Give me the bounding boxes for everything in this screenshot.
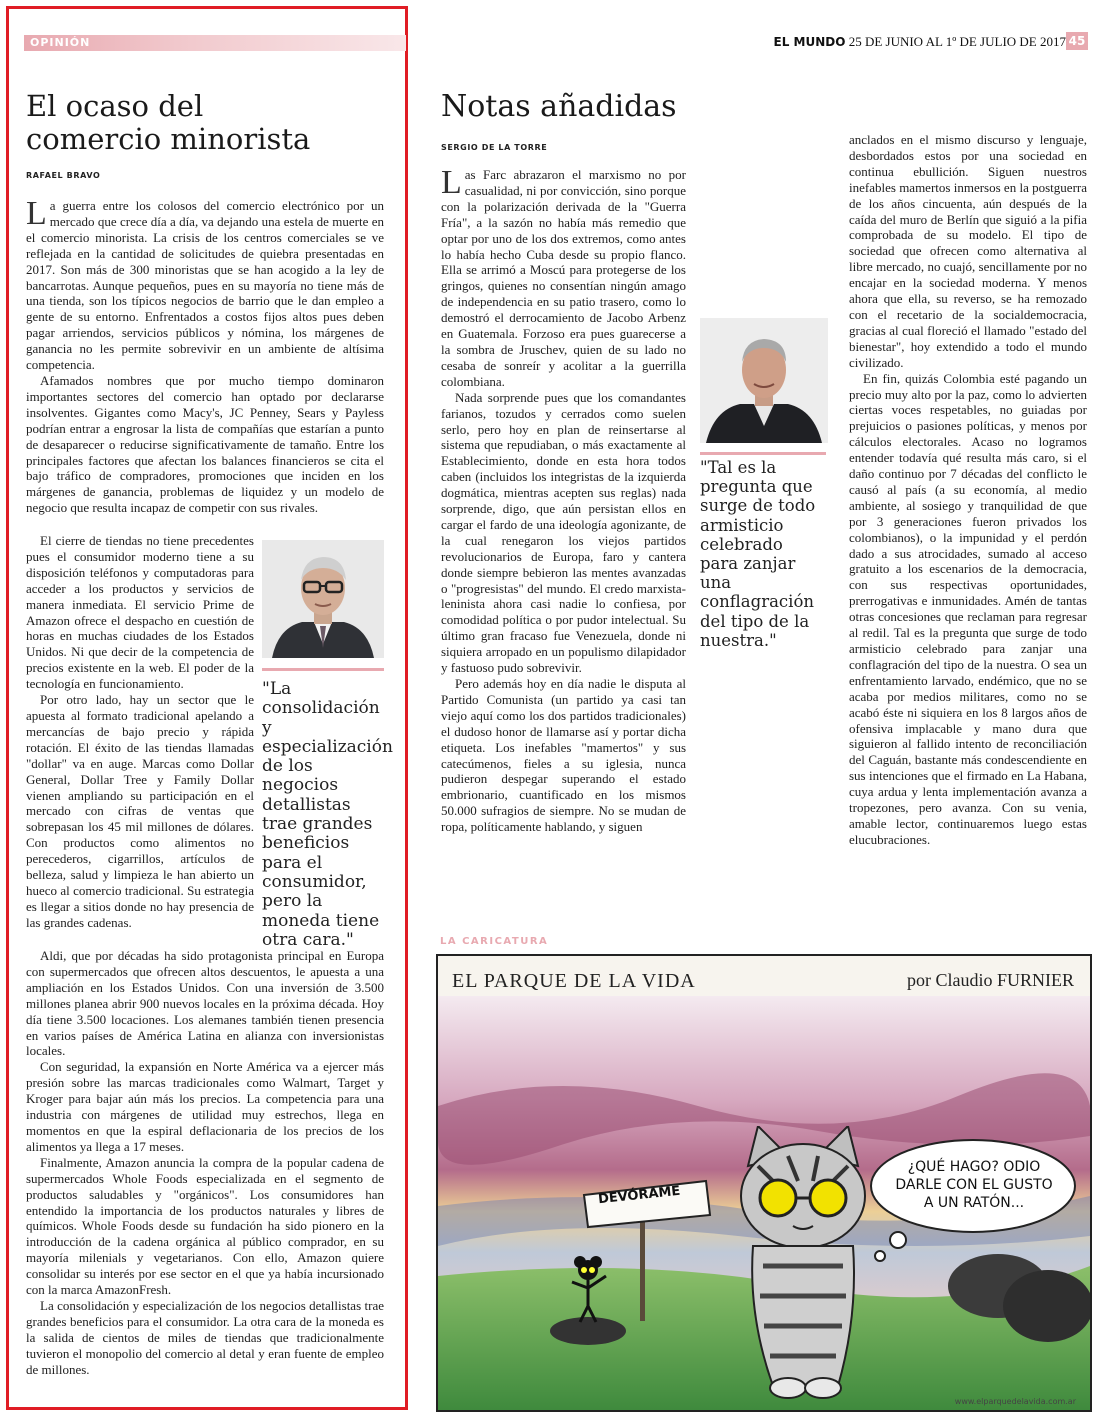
article1-paragraph: Por otro lado, hay un sector que le apuesta al formato tradicional apelando a mercancías de bajo precio y rápida rotación. El éxito de las tiendas llamadas "dollar" va en auge. Marcas como Dollar General, Dollar Tree y Family Dollar vienen ampliando su participación en el mercado con cifras de ventas que sobrepasan los 45 mil millones de dólares. Con productos como alimentos no perecederos, cigarrillos, artículos de belleza, salud y limpieza le han abierto un hueco al comercio tradicional. Su estrategia es llegar a sitios donde no hay presencia de las grandes cadenas.: [26, 692, 254, 930]
quote-rule: [700, 452, 826, 455]
article1-byline: RAFAEL BRAVO: [26, 171, 101, 180]
article1-paragraph: El cierre de tiendas no tiene precedentes pues el consumidor moderno tiene a su disposición teléfonos y computadoras para acceder a los productos y servicios de manera inmediata. El servicio Prime de Amazon ofrece el despacho en cuestión de horas en muchas ciudades de los Estados Unidos. Ni que decir de la competencia de precios existente en la web. El poder de la tecnología en funcionamiento.: [26, 533, 254, 692]
bubble-line1: ¿QUÉ HAGO? ODIO: [907, 1159, 1041, 1175]
issue-date: 25 DE JUNIO AL 1º DE JULIO DE 2017: [848, 34, 1066, 49]
article1-title-line1: El ocaso del: [26, 89, 204, 123]
quote-rule: [262, 668, 384, 671]
article1-paragraph: La guerra entre los colosos del comercio electrónico por un mercado que crece día a día, va dejando una estela de muerte en el comercio minorista. La crisis de los centros comerciales se ve reflejada en la cantidad de solicitudes de quiebra presentadas en 2017. Son más de 300 minoristas que se han acogido a la ley de bancarrotas. Aunque pequeños, pues en su mayoría no tiene más de una tienda, son los típicos negocios de barrio que le dan empleo a gente de su entorno. Enfrentados a costos fijos altos pues deben pagar arriendos, servicios públicos y nómina, los márgenes de ganancia no les permite sobrevivir en un ambiente de altísima competencia.: [26, 195, 384, 373]
article1-paragraph: Finalmente, Amazon anuncia la compra de la popular cadena de supermercados Whole Foods especializada en el segmento de productos saludables y "orgánicos". Los consumidores han entendido la importancia de los productos naturales y libres de químicos. Whole Foods desde su fundación ha sido pionero en la introducción de la cadena orgánica al público comprador, en su mayoría milenials y vegetarianos. Con ello, Amazon quiere consolidar su interés por ese sector en el que ya había incursionado con la marca AmazonFresh.: [26, 1154, 384, 1298]
drop-cap: L: [441, 164, 462, 201]
portrait-icon: [700, 318, 828, 443]
cartoon-url: www.elparquedelavida.com.ar: [954, 1397, 1076, 1406]
article1-title-line2: comercio minorista: [26, 122, 311, 156]
article1-paragraph: Afamados nombres que por mucho tiempo dominaron importantes sectores del comercio han optado por declararse insolventes. Gigantes como Macy's, JC Penney, Sears y Payless podrían entrar a engrosar la lista de compañías que estarían a punto de desaparecer o reducirse significativamente de tamaño. Entre los principales factores que afectan los balances financieros se cita el bajo tráfico de compradores, promociones que inciden en los márgenes de ganancia, problemas de liquidez y un modelo de negocio que resulta incapaz de competir con sus rivales.: [26, 372, 384, 516]
article1-body-narrow: [26, 533, 254, 931]
section-label: OPINIÓN: [30, 36, 91, 49]
article2-pullquote: "Tal es la pregunta que surge de todo armisticio celebrado para zanjar una conflagración del tipo de la nuestra.": [700, 458, 816, 650]
article2-byline: SERGIO DE LA TORRE: [441, 143, 548, 152]
article2-body-col1: [441, 164, 686, 835]
article2-paragraph: Las Farc abrazaron el marxismo no por casualidad, ni por convicción, sino porque con la polarización derivada de la "Guerra Fría", a la sazón no había más remedio que optar por uno de los dos extremos, como antes lo había hecho Cuba desde su propio flanco. Ella se arrimó a Moscú para protegerse de los gringos, quienes no consentían ningún amago de independencia en su patio trasero, como lo demostró el derrocamiento de Jacobo Arbenz en Guatemala. Forzoso era pues guarecerse a la sombra de Jruschev, quien de su lado no cesaba de sonreír y acolitar a la guerrilla colombiana.: [441, 164, 686, 389]
article2-paragraph: Pero además hoy en día nadie le disputa al Partido Comunista (un partido ya casi tan viejo aquí como los dos partidos tradicionales) el dudoso honor de llamarse así y portar dicha etiqueta. Los inefables "mamertos" y sus catecúmenos, fieles a su iglesia, nunca pudieron despegar superando el estado embrionario, cuantificado en los mismos 50.000 sufragios de siempre. No se mudan de ropa, políticamente hablando, y siguen: [441, 676, 686, 835]
cartoon: [436, 954, 1092, 1412]
mouse-icon: [558, 1256, 618, 1326]
page-number: 45: [1066, 32, 1088, 50]
cartoon-section-label: LA CARICATURA: [440, 936, 549, 947]
article2-paragraph: Nada sorprende pues que los comandantes farianos, tozudos y cerrados como suelen serlo, pero hoy en plan de reinsertarse al sistema que repudiaban, o más exactamente al Establecimiento, donde en esta hora todos caben (incluidos los integristas de la izquierda dogmática, mientras acepten sus reglas) nada sorprende, digo, que aún persistan ellos en cargar el fardo de una ideología agonizante, de la cual renegaron los viejos partidos revolucionarios de Europa, faro y cantera donde siempre bebieron las mentes avanzadas o "progresistas" del mundo. El credo marxista-leninista ahora casi nadie lo confiesa, por comodidad política o por pudor intelectual. Su último gran fracaso fue Venezuela, donde ni siquiera arropado en un populismo dilapidador y fastuoso pudo sobrevivir.: [441, 389, 686, 676]
portrait-icon: [262, 540, 384, 658]
cartoon-title: EL PARQUE DE LA VIDA: [452, 970, 696, 992]
article2-body-col2: [849, 132, 1087, 848]
article1-body-top: [26, 195, 384, 516]
sign-text: DEVÓRAME: [597, 1183, 682, 1208]
article1-paragraph: La consolidación y especialización de los negocios detallistas trae grandes beneficios para el consumidor. La otra cara de la moneda es la salida de cientos de miles de tiendas que tradicionalmente tuvieron el monopolio del comercio al detal y eran fuente de empleo de millones.: [26, 1297, 384, 1377]
cartoon-author: por Claudio FURNIER: [906, 970, 1074, 990]
article2-title: Notas añadidas: [441, 89, 677, 124]
article1-body-bottom: [26, 948, 384, 1377]
masthead: [774, 34, 1066, 50]
author-photo-rafael: [262, 540, 384, 658]
bubble-line3: A UN RATÓN...: [923, 1195, 1025, 1211]
article1-paragraph: Con seguridad, la expansión en Norte América va a ejercer más presión sobre las marcas tradicionales como Walmart, Target y Kroger para bajar aún más los precios. La competencia para una industria con márgenes de utilidad muy estrechos, llega en momentos en que la espiral deflacionaria de los precios de los alimentos ya llega a 17 meses.: [26, 1059, 384, 1154]
bubble-line2: DARLE CON EL GUSTO: [895, 1177, 1053, 1193]
bubble-text: [868, 1158, 1080, 1212]
article1-paragraph: Aldi, que por décadas ha sido protagonista principal en Europa con supermercados que ofrecen altos descuentos, le apuesta a una ampliación en los Estados Unidos. Con una inversión de 3.500 millones planea abrir 900 nuevos locales en la próxima década. Hoy día tiene 3.500 locaciones. Los alemanes también tienen presencia en varios países de América Latina en alianza con inversionistas locales.: [26, 948, 384, 1059]
article2-paragraph: anclados en el mismo discurso y lenguaje, desbordados estos por una sociedad en continua ebullición. Siguen nuestros inefables mamertos inmersos en la postguerra de los años cincuenta, aún después de la caída del muro de Berlín que siguió a la pifia comprobada de su modelo. El tipo de sociedad que ofrecen como alternativa al libre mercado, no cuajó, sencillamente por no encajar en la sociedad moderna. Y menos ahora que ella, su reverso, se ha remozado con el recetario de la socialdemocracia, gracias al cual floreció el llamado "estado del bienestar", hoy extendido a todo el mundo civilizado.: [849, 132, 1087, 370]
article1-pullquote: "La consolidación y especialización de los negocios detallistas trae grandes beneficios para el consumidor, pero la moneda tiene otra cara.": [262, 679, 393, 950]
author-photo-sergio: [700, 318, 828, 443]
article1-title: [26, 90, 310, 156]
drop-cap: L: [26, 195, 47, 232]
publication-name: EL MUNDO: [773, 35, 846, 49]
article2-paragraph: En fin, quizás Colombia esté pagando un precio muy alto por la paz, como lo advierten ciertas voces respetables, no guiadas por prejuicios o pasiones políticas, y menos por cálculos electorales. Acaso no logramos entender todavía qué resulta más caro, si el daño continuo por 7 décadas del conflicto le causó al país (a su economía, al medio ambiente, al sosiego y tranquilidad de que por 3 generaciones fueron privados los colombianos), o la impunidad y el perdón dado a sus atrocidades, sumado al acceso gratuito a los escenarios de la democracia, con sus respectivas oportunidades, prerrogativas e inmunidades. Amén de tantas otras concesiones que reclaman para regresar al redil. Tal es la pregunta que surge de todo armisticio celebrado para zanjar una conflagración del tipo de la nuestra. O sea un enfrentamiento larvado, endémico, que no se acaba por medios militares, como no se acabó éste ni siquiera en los 8 largos años de ofensiva implacable y mano dura que siguieron al fallido intento de reconciliación del Caguán, bastante más condescendiente en sus intenciones que el firmado en La Habana, cuya ardua y lenta implementación avanza a tropezones, pero avanza. Con su venia, amable lector, continuaremos luego estas elucubraciones.: [849, 370, 1087, 847]
